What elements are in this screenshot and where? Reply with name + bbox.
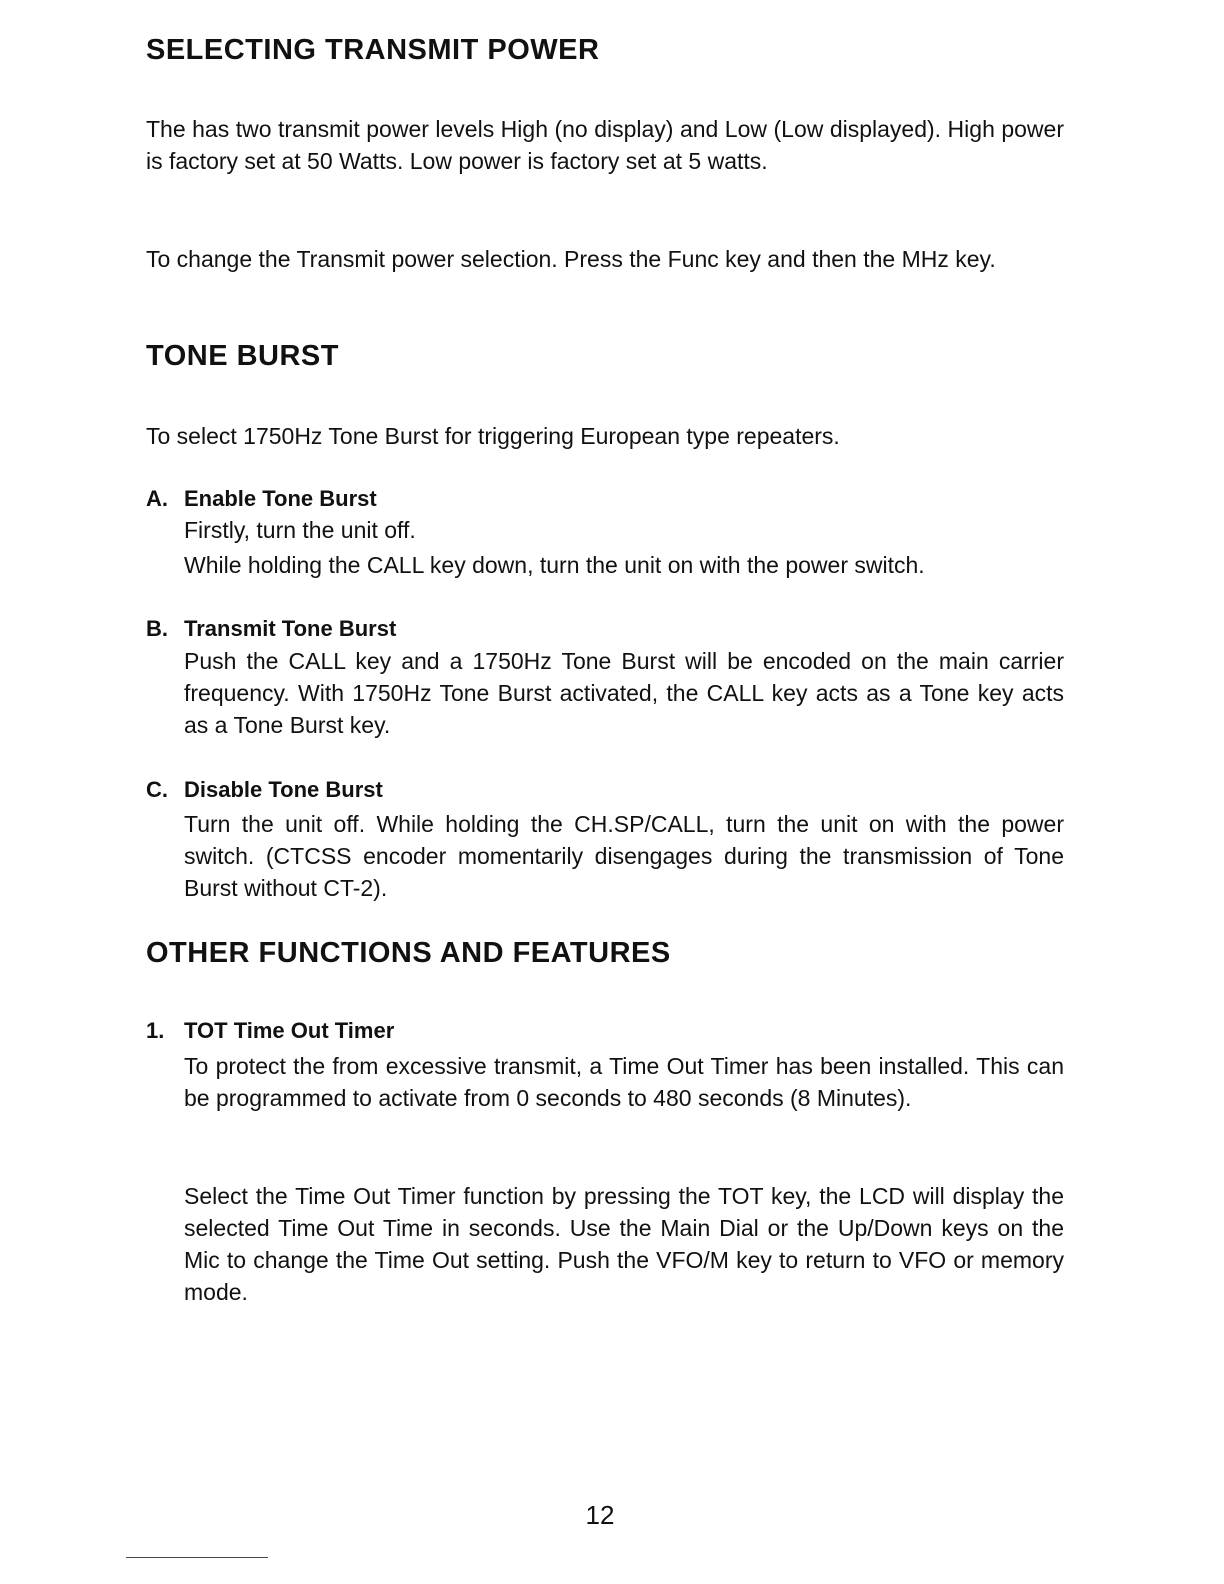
heading-tone-burst: TONE BURST [146,340,339,372]
enable-tone-burst-line-1: Firstly, turn the unit off. [184,517,416,543]
item-label: C. [146,777,168,802]
transmit-tone-burst-text: Push the CALL key and a 1750Hz Tone Burst will be encoded on the main carrier frequency. With 1750Hz Tone Burst activated, the CALL key acts as a Tone key acts as a Tone Burst key. [184,648,1064,738]
item-label: 1. [146,1018,165,1043]
disable-tone-burst-text: Turn the unit off. While holding the CH.SP/CALL, turn the unit on with the power switch. (CTCSS encoder momentarily disengages during the transmission of Tone Burst without CT-2). [184,811,1064,901]
tot-paragraph-1: To protect the from excessive transmit, a Time Out Timer has been installed. This can be programmed to activate from 0 seconds to 480 seconds (8 Minutes). [184,1053,1064,1111]
item-title: Transmit Tone Burst [184,616,397,641]
item-label: B. [146,616,168,641]
transmit-power-paragraph-1: The has two transmit power levels High (no display) and Low (Low displayed). High power is factory set at 50 Watts. Low power is factory set at 5 watts. [146,116,1064,174]
manual-page [146,0,1066,1584]
subheading-transmit-tone-burst [146,616,396,642]
item-title: Disable Tone Burst [184,777,383,802]
tot-paragraph-2: Select the Time Out Timer function by pressing the TOT key, the LCD will display the selected Time Out Time in seconds. Use the Main Dial or the Up/Down keys on the Mic to change the Time Out setting. Push the VFO/M key to return to VFO or memory mode. [184,1183,1064,1305]
page-number: 12 [585,1500,615,1530]
transmit-power-paragraph-2: To change the Transmit power selection. Press the Func key and then the MHz key. [146,246,996,272]
subheading-enable-tone-burst [146,486,377,512]
item-label: A. [146,486,168,511]
heading-other-functions-and-features: OTHER FUNCTIONS AND FEATURES [146,937,671,969]
enable-tone-burst-line-2: While holding the CALL key down, turn the unit on with the power switch. [184,552,925,578]
subheading-disable-tone-burst [146,777,383,803]
heading-selecting-transmit-power: SELECTING TRANSMIT POWER [146,34,600,66]
subheading-tot-time-out-timer [146,1018,394,1044]
footer-rule [126,1557,268,1558]
tone-burst-intro: To select 1750Hz Tone Burst for triggering European type repeaters. [146,423,840,449]
item-title: TOT Time Out Timer [184,1018,395,1043]
item-title: Enable Tone Burst [184,486,377,511]
